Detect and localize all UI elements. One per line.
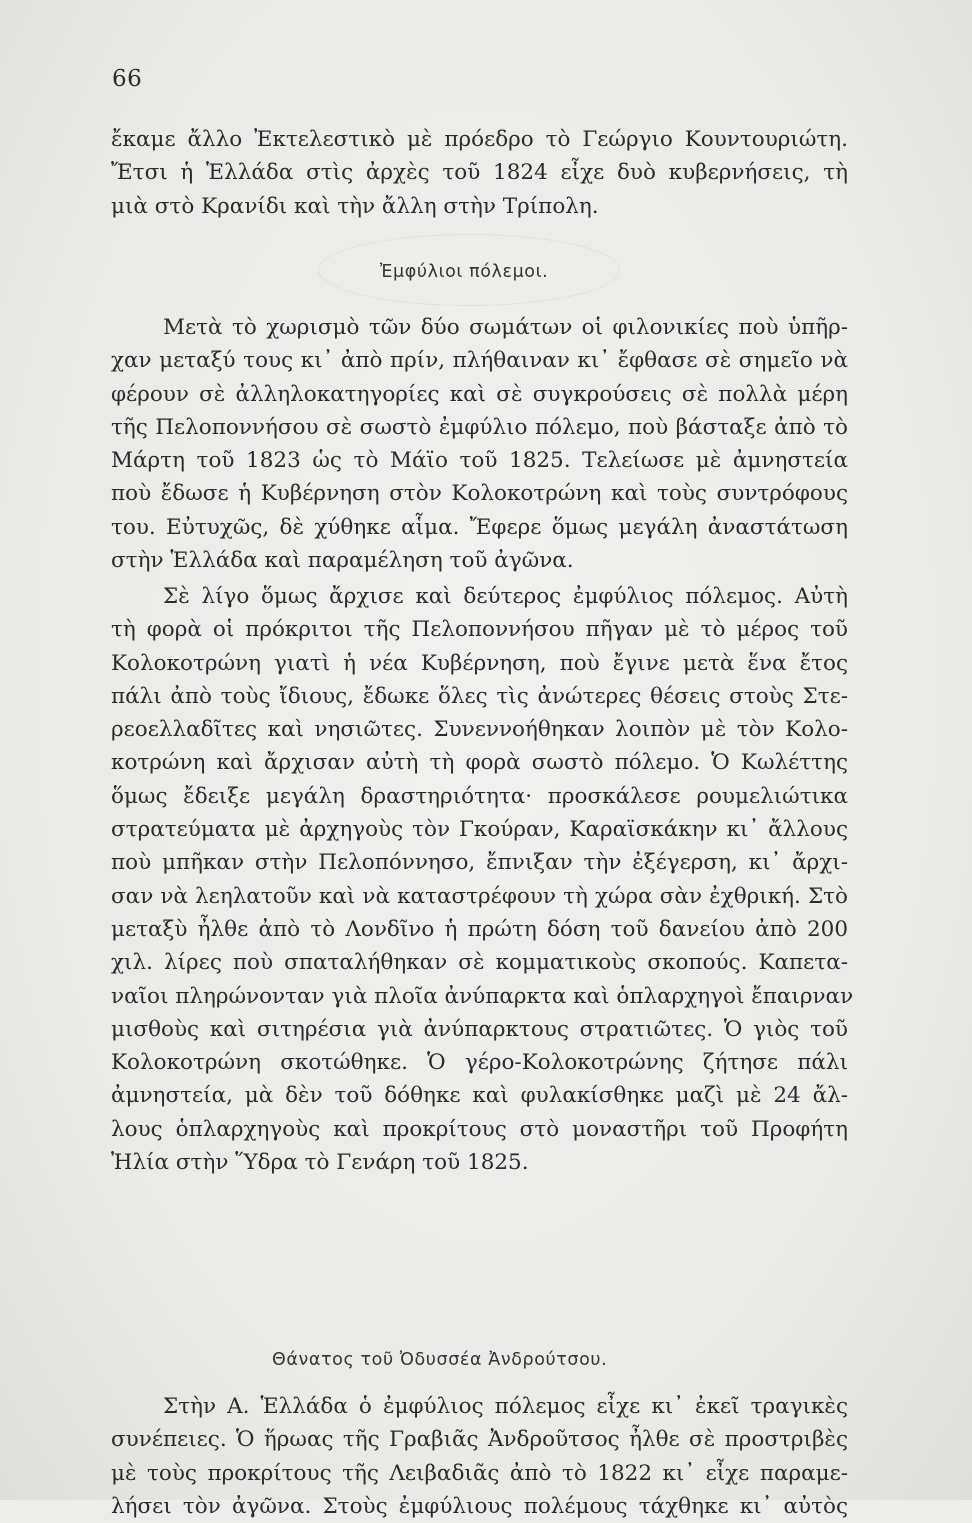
text-line: μισθοὺς καὶ σιτηρέσια γιὰ ἀνύπαρκτους στρατιῶτες. Ὁ γιὸς τοῦ	[111, 1016, 848, 1042]
text-line: λήσει τὸν ἀγῶνα. Στοὺς ἐμφύλιους πολέμους τάχθηκε κι᾿ αὐτὸς	[111, 1493, 848, 1519]
text-line: συνέπειες. Ὁ ἥρωας τῆς Γραβιᾶς Ἀνδροῦτσος ἦλθε σὲ προστριβὲς	[111, 1427, 848, 1453]
text-line: ἀμνηστεία, μὰ δὲν τοῦ δόθηκε καὶ φυλακίσθηκε μαζὶ μὲ 24 ἄλ-	[111, 1083, 848, 1109]
text-line: στὴν Ἑλλάδα καὶ παραμέληση τοῦ ἀγῶνα.	[111, 548, 574, 574]
text-line: ποὺ ἔδωσε ἡ Κυβέρνηση στὸν Κολοκοτρώνη καὶ τοὺς συντρόφους	[111, 481, 848, 507]
paragraph-1	[111, 311, 848, 577]
text-line: χαν μεταξύ τους κι᾿ ἀπὸ πρίν, πλήθαιναν κι᾿ ἔφθασε σὲ σημεῖο νὰ	[111, 348, 848, 374]
text-line: Κολοκοτρώνη γιατὶ ἡ νέα Κυβέρνηση, ποὺ ἔγινε μετὰ ἕνα ἔτος	[111, 650, 848, 676]
text-line: μεταξὺ ἦλθε ἀπὸ τὸ Λονδῖνο ἡ πρώτη δόση τοῦ δανείου ἀπὸ 200	[111, 916, 848, 942]
text-line: τῆς Πελοποννήσου σὲ σωστὸ ἐμφύλιο πόλεμο, ποὺ βάσταξε ἀπὸ τὸ	[111, 414, 848, 440]
text-line: μιὰ στὸ Κρανίδι καὶ τὴν ἄλλη στὴν Τρίπολη.	[111, 193, 599, 219]
text-line: τὴ φορὰ οἱ πρόκριτοι τῆς Πελοποννήσου πῆγαν μὲ τὸ μέρος τοῦ	[111, 617, 848, 643]
text-line: μὲ τοὺς προκρίτους τῆς Λειβαδιᾶς ἀπὸ τὸ 1822 κι᾿ εἶχε παραμε-	[111, 1460, 848, 1486]
page-number: 66	[112, 66, 143, 92]
text-line: ποὺ μπῆκαν στὴν Πελοπόννησο, ἔπνιξαν τὴν ἐξέγερση, κι᾿ ἄρχι-	[111, 850, 848, 876]
paragraph-3	[111, 1390, 848, 1523]
text-line: σαν νὰ λεηλατοῦν καὶ νὰ καταστρέφουν τὴ χώρα σὰν ἐχθρική. Στὸ	[111, 883, 848, 909]
text-line: ρεοελλαδῖτες καὶ νησιῶτες. Συνεννοήθηκαν λοιπὸν μὲ τὸν Κολο-	[111, 717, 848, 743]
text-line: Σὲ λίγο ὅμως ἄρχισε καὶ δεύτερος ἐμφύλιος πόλεμος. Αὐτὴ	[163, 584, 848, 609]
text-line: Κολοκοτρώνη σκοτώθηκε. Ὁ γέρο-Κολοκοτρώνης ζήτησε πάλι	[111, 1050, 848, 1076]
section-heading-civil-wars: Ἐμφύλιοι πόλεμοι.	[380, 262, 549, 282]
text-line: Ἔτσι ἡ Ἑλλάδα στὶς ἀρχὲς τοῦ 1824 εἶχε δυὸ κυβερνήσεις, τὴ	[111, 160, 848, 186]
text-line: Ἠλία στὴν Ὕδρα τὸ Γενάρη τοῦ 1825.	[111, 1150, 529, 1176]
text-line: στρατεύματα μὲ ἀρχηγοὺς τὸν Γκούραν, Καραϊσκάκην κι᾿ ἄλλους	[111, 817, 848, 843]
text-line: ἔκαμε ἄλλο Ἐκτελεστικὸ μὲ πρόεδρο τὸ Γεώργιο Κουντουριώτη.	[111, 127, 848, 152]
text-line: λους ὁπλαρχηγοὺς καὶ προκρίτους στὸ μοναστῆρι τοῦ Προφήτη	[111, 1116, 848, 1142]
text-line: Μάρτη τοῦ 1823 ὡς τὸ Μάϊο τοῦ 1825. Τελείωσε μὲ ἀμνηστεία	[111, 448, 848, 474]
text-line: ὅμως ἔδειξε μεγάλη δραστηριότητα· προσκάλεσε ρουμελιώτικα	[111, 783, 848, 809]
text-line: κοτρώνη καὶ ἄρχισαν αὐτὴ τὴ φορὰ σωστὸ πόλεμο. Ὁ Κωλέττης	[111, 750, 848, 776]
text-line: φέρουν σὲ ἀλληλοκατηγορίες καὶ σὲ συγκρούσεις σὲ πολλὰ μέρη	[111, 381, 848, 407]
section-heading-odysseas-death: Θάνατος τοῦ Ὀδυσσέα Ἀνδρούτσου.	[272, 1350, 608, 1370]
paragraph-intro	[111, 123, 848, 223]
paragraph-2	[111, 580, 854, 1179]
text-line: Στὴν Α. Ἑλλάδα ὁ ἐμφύλιος πόλεμος εἶχε κι᾿ ἐκεῖ τραγικὲς	[163, 1394, 848, 1419]
text-line: πάλι ἀπὸ τοὺς ἴδιους, ἔδωκε ὅλες τὶς ἀνώτερες θέσεις στοὺς Στε-	[111, 683, 848, 709]
text-line: Μετὰ τὸ χωρισμὸ τῶν δύο σωμάτων οἱ φιλονικίες ποὺ ὑπῆρ-	[163, 315, 848, 340]
text-line: χιλ. λίρες ποὺ σπαταλήθηκαν σὲ κομματικοὺς σκοπούς. Καπετα-	[111, 950, 848, 976]
text-line: ναῖοι πληρώνονταν γιὰ πλοῖα ἀνύπαρκτα καὶ ὁπλαρχηγοὶ ἔπαιρναν	[111, 983, 854, 1009]
text-line: του. Εὐτυχῶς, δὲ χύθηκε αἷμα. Ἔφερε ὅμως μεγάλη ἀναστάτωση	[111, 514, 848, 540]
